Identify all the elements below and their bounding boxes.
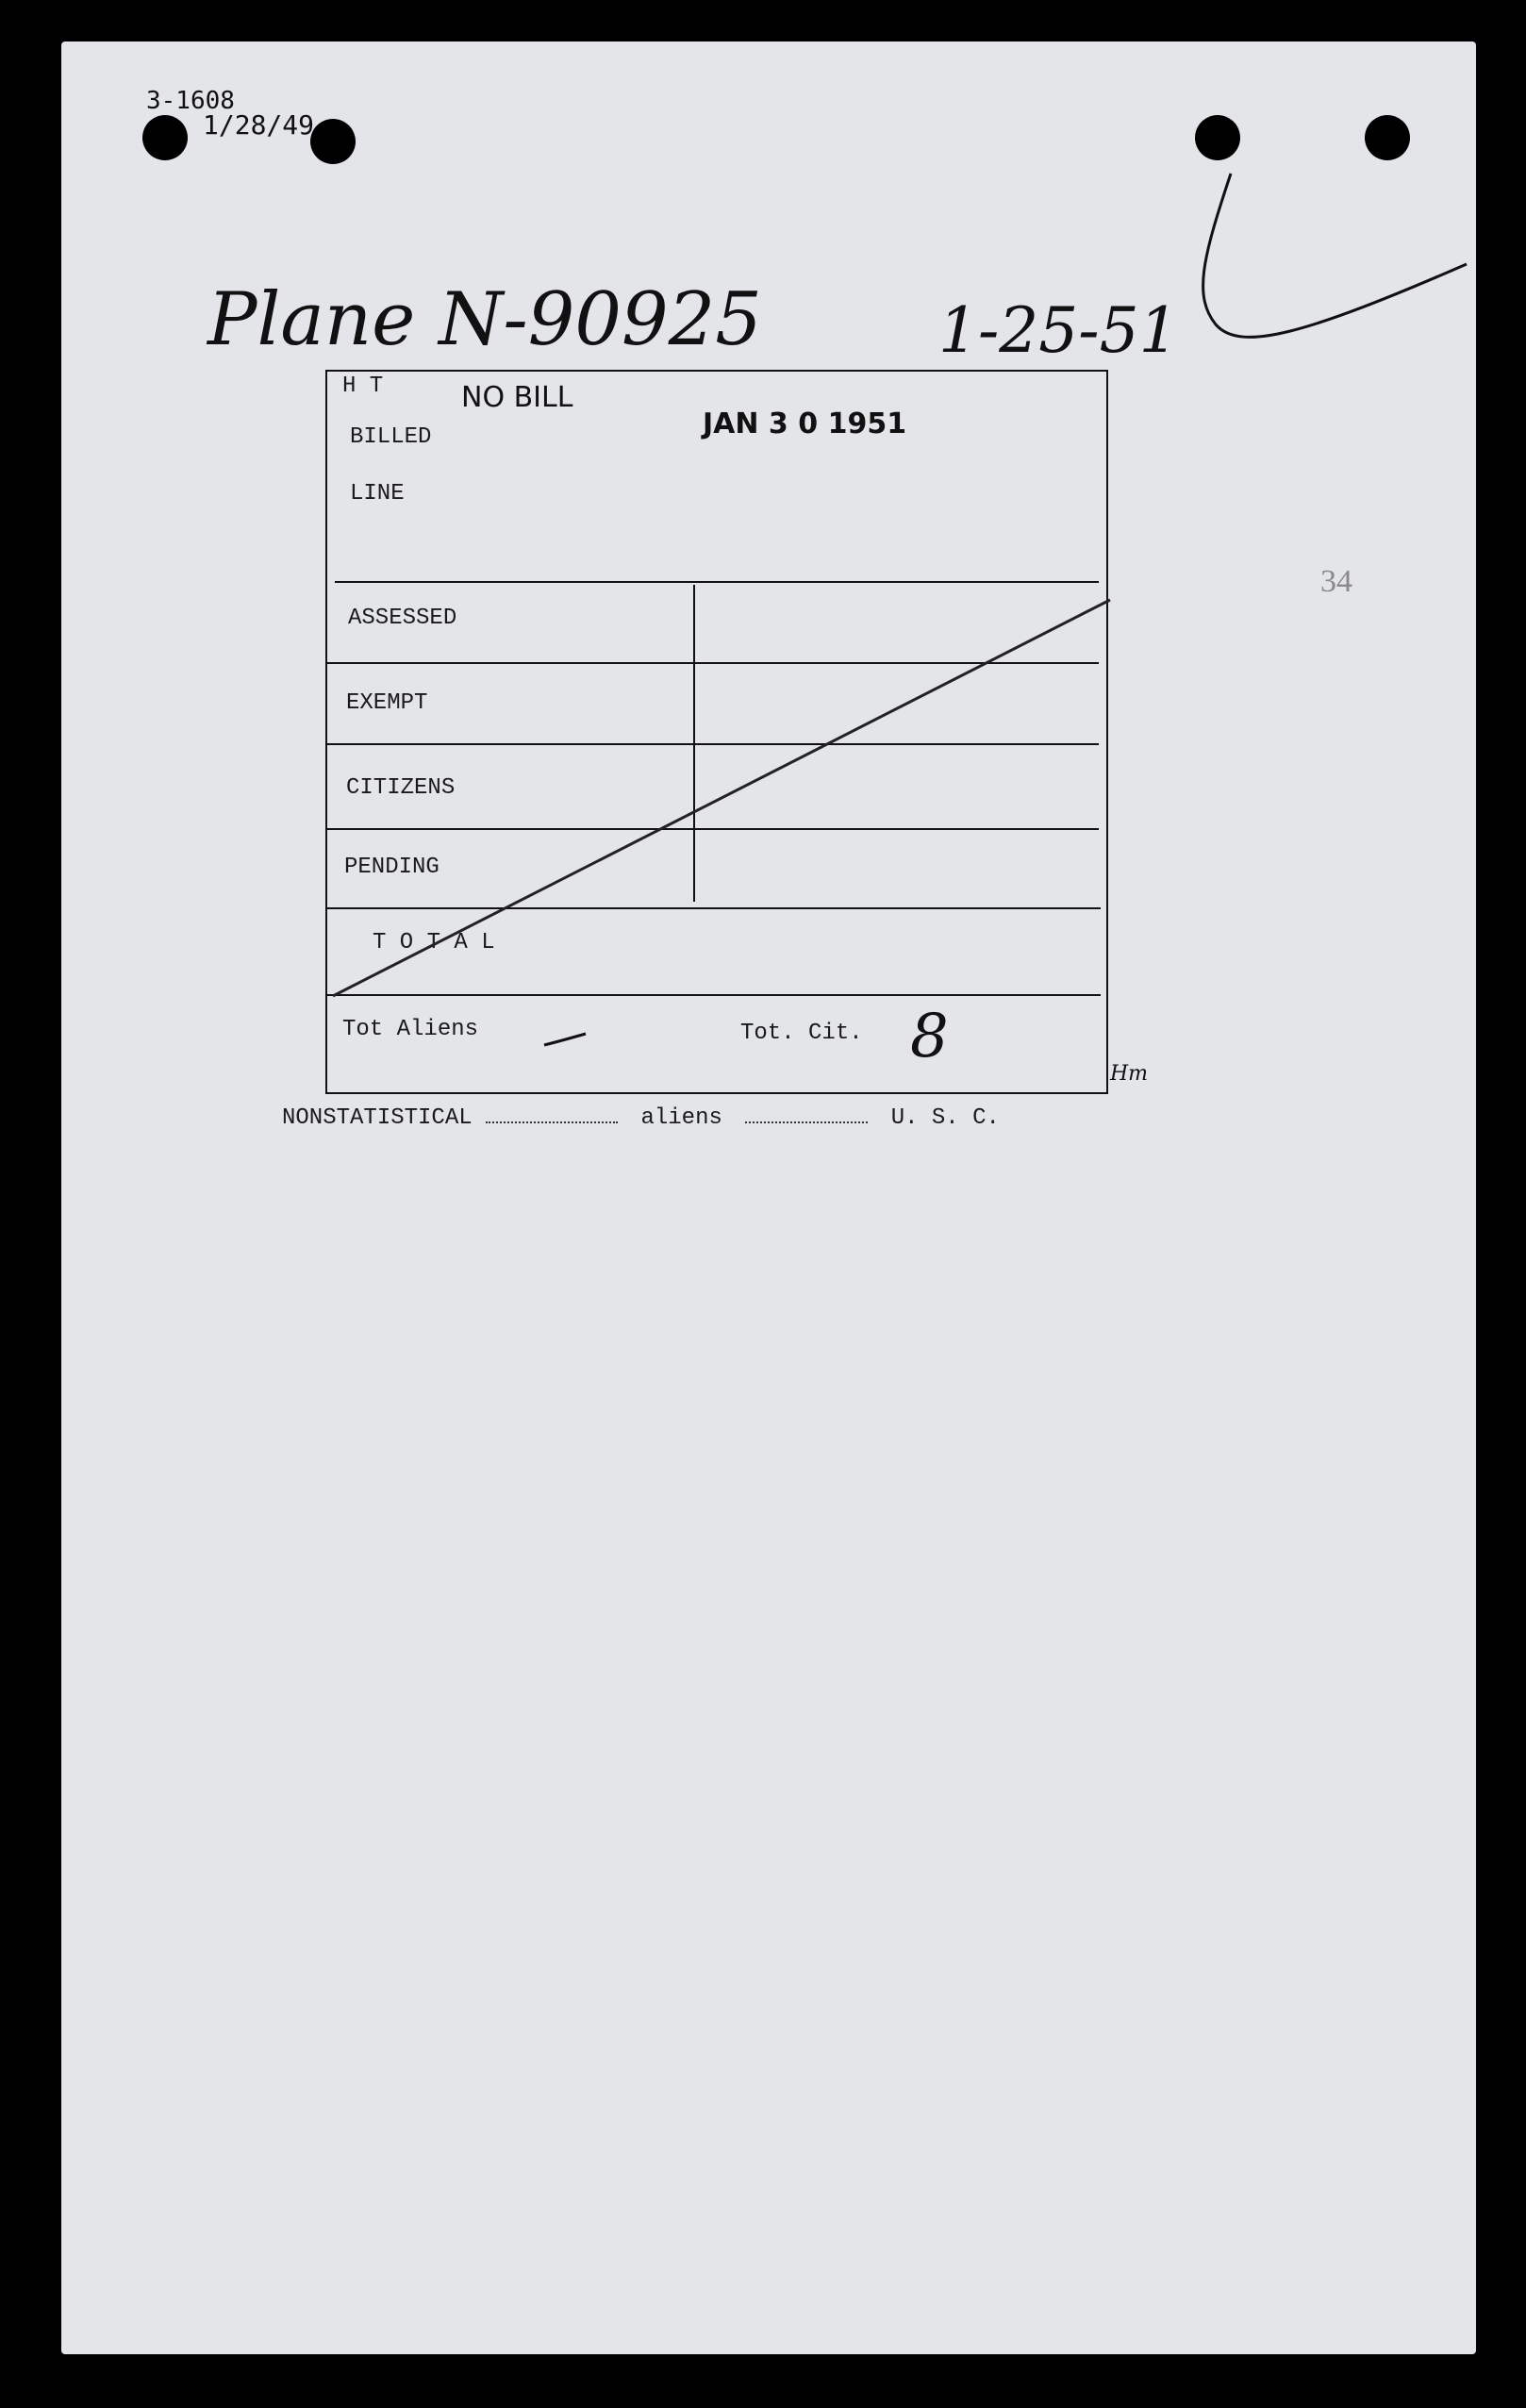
tot-aliens-label: Tot Aliens <box>342 1017 479 1042</box>
strike-through-line <box>333 600 1110 996</box>
no-bill-stamp: NO BILL <box>461 381 573 414</box>
billed-label: BILLED <box>350 424 432 450</box>
row-label-citizens: CITIZENS <box>346 775 456 801</box>
ht-label: H T <box>342 374 384 399</box>
file-date: 1/28/49 <box>203 109 315 141</box>
handwritten-date: 1-25-51 <box>938 294 1179 367</box>
row-label-exempt: EXEMPT <box>346 690 428 716</box>
line-label: LINE <box>350 481 405 507</box>
pen-marks <box>61 42 1476 2354</box>
tot-cit-label: Tot. Cit. <box>740 1021 863 1046</box>
document-sheet <box>61 42 1476 2354</box>
file-number: 3-1608 <box>146 87 235 115</box>
received-date-stamp: JAN 3 0 1951 <box>703 407 907 440</box>
check-mark <box>1203 174 1467 337</box>
row-label-assessed: ASSESSED <box>348 606 457 631</box>
tot-aliens-dash <box>544 1034 586 1045</box>
tot-cit-value: 8 <box>910 1002 949 1071</box>
total-label: T O T A L <box>373 930 495 955</box>
initials: Hm <box>1110 1062 1149 1086</box>
nonstatistical-label: NONSTATISTICAL <box>282 1105 473 1131</box>
aliens-label: aliens <box>640 1105 722 1131</box>
plane-number: Plane N-90925 <box>207 277 762 362</box>
usc-label: U. S. C. <box>890 1105 1000 1131</box>
page-number: 34 <box>1320 564 1352 599</box>
row-label-pending: PENDING <box>344 855 440 880</box>
